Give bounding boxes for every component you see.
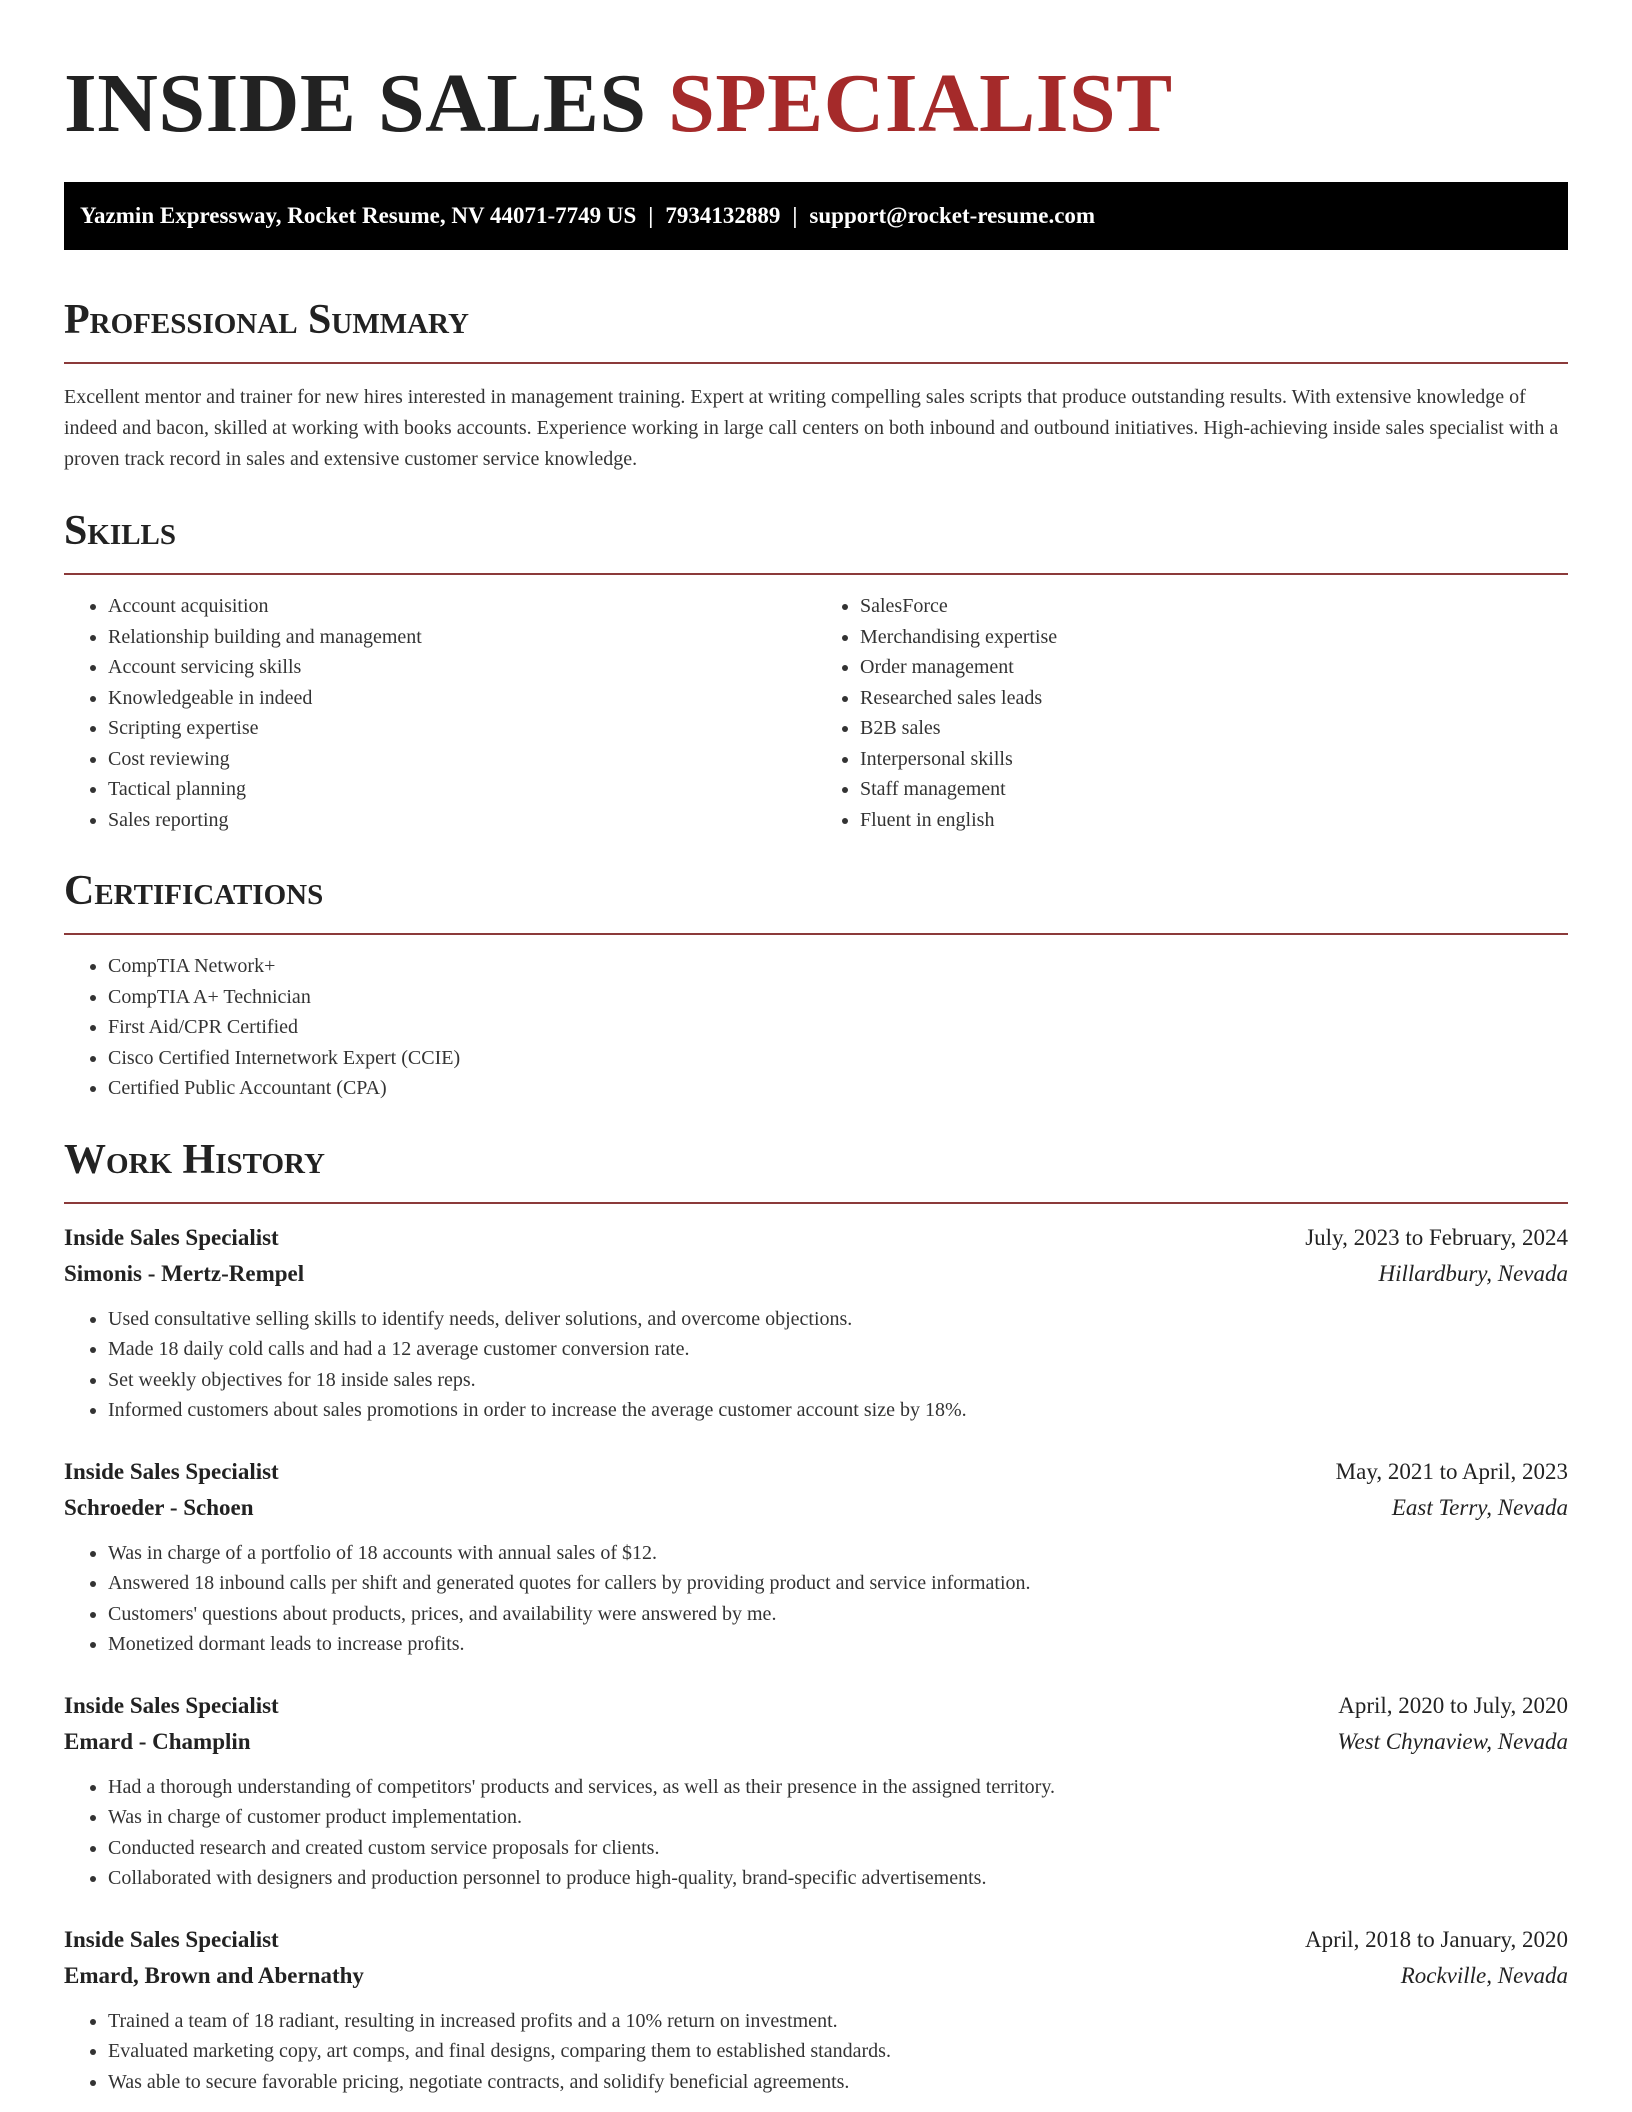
job-bullets	[64, 1538, 1568, 1660]
job-bullet: • Customers' questions about products, prices, and availability were answered by me.	[108, 1599, 1568, 1630]
section-divider	[64, 933, 1568, 935]
job-header-row	[64, 1688, 1568, 1724]
skills-grid	[64, 591, 1568, 835]
certification-item: • CompTIA A+ Technician	[108, 982, 1568, 1013]
job-bullet: • Had a thorough understanding of competitors' products and services, as well as their presence in the assigned territory.	[108, 1772, 1568, 1803]
job-bullet: • Trained a team of 18 radiant, resulting in increased profits and a 10% return on investment.	[108, 2006, 1568, 2037]
summary-section	[64, 294, 1568, 475]
job-bullet: • Informed customers about sales promotions in order to increase the average customer account size by 18%.	[108, 1395, 1568, 1426]
skills-list-left	[64, 591, 816, 835]
skills-heading: Skills	[64, 508, 177, 554]
certifications-list	[64, 951, 1568, 1104]
skill-item: • Staff management	[860, 774, 1568, 805]
job-location: Hillardbury, Nevada	[1378, 1260, 1568, 1286]
job-bullet: • Evaluated marketing copy, art comps, and final designs, comparing them to established standards.	[108, 2036, 1568, 2067]
job-bullet: • Monetized dormant leads to increase profits.	[108, 1629, 1568, 1660]
job-header-row	[64, 1454, 1568, 1490]
job-entry	[64, 1220, 1568, 1426]
job-location: Rockville, Nevada	[1400, 1962, 1568, 1988]
section-divider	[64, 362, 1568, 364]
skill-item: • SalesForce	[860, 591, 1568, 622]
job-dates: July, 2023 to February, 2024	[1305, 1224, 1568, 1250]
contact-bar	[64, 182, 1568, 250]
job-dates: April, 2020 to July, 2020	[1338, 1692, 1568, 1718]
job-company: Simonis - Mertz-Rempel	[64, 1260, 305, 1286]
job-header-row	[64, 1220, 1568, 1256]
job-bullets	[64, 1304, 1568, 1426]
job-bullet: • Set weekly objectives for 18 inside sales reps.	[108, 1365, 1568, 1396]
job-bullet: • Was in charge of customer product implementation.	[108, 1802, 1568, 1833]
section-divider	[64, 573, 1568, 575]
skills-section	[64, 505, 1568, 835]
job-title: Inside Sales Specialist	[64, 1458, 279, 1484]
job-company-row	[64, 1490, 1568, 1526]
certification-item: • Cisco Certified Internetwork Expert (CCIE)	[108, 1043, 1568, 1074]
skill-item: • Account servicing skills	[108, 652, 816, 683]
job-entry	[64, 1688, 1568, 1894]
skill-item: • Scripting expertise	[108, 713, 816, 744]
certifications-section	[64, 865, 1568, 1104]
job-bullet: • Conducted research and created custom service proposals for clients.	[108, 1833, 1568, 1864]
job-bullet: • Collaborated with designers and production personnel to produce high-quality, brand-specific advertisements.	[108, 1863, 1568, 1894]
title-main: INSIDE SALES	[64, 57, 647, 150]
resume-title	[64, 0, 1568, 150]
contact-phone: 7934132889	[665, 203, 781, 228]
job-title: Inside Sales Specialist	[64, 1692, 279, 1718]
summary-heading: Professional Summary	[64, 297, 469, 343]
skill-item: • Tactical planning	[108, 774, 816, 805]
contact-separator: |	[792, 203, 798, 228]
certifications-heading: Certifications	[64, 868, 324, 914]
certification-item: • CompTIA Network+	[108, 951, 1568, 982]
skill-item: • B2B sales	[860, 713, 1568, 744]
job-bullets	[64, 1772, 1568, 1894]
title-accent: SPECIALIST	[668, 57, 1173, 150]
job-company-row	[64, 1724, 1568, 1760]
work-history-section	[64, 1134, 1568, 2098]
job-bullets	[64, 2006, 1568, 2098]
skill-item: • Fluent in english	[860, 805, 1568, 836]
skill-item: • Order management	[860, 652, 1568, 683]
job-title: Inside Sales Specialist	[64, 1224, 279, 1250]
skill-item: • Merchandising expertise	[860, 622, 1568, 653]
job-location: East Terry, Nevada	[1391, 1494, 1568, 1520]
skill-item: • Account acquisition	[108, 591, 816, 622]
work-history-heading: Work History	[64, 1136, 325, 1183]
certification-item: • First Aid/CPR Certified	[108, 1012, 1568, 1043]
skills-list-right	[816, 591, 1568, 835]
contact-address: Yazmin Expressway, Rocket Resume, NV 44071-7749 US	[80, 203, 637, 228]
job-company: Schroeder - Schoen	[64, 1494, 254, 1520]
skill-item: • Sales reporting	[108, 805, 816, 836]
job-bullet: • Made 18 daily cold calls and had a 12 average customer conversion rate.	[108, 1334, 1568, 1365]
skill-item: • Cost reviewing	[108, 744, 816, 775]
certification-item: • Certified Public Accountant (CPA)	[108, 1073, 1568, 1104]
skill-item: • Relationship building and management	[108, 622, 816, 653]
section-divider	[64, 1202, 1568, 1204]
job-company-row	[64, 1256, 1568, 1292]
job-entry	[64, 1454, 1568, 1660]
skill-item: • Researched sales leads	[860, 683, 1568, 714]
job-dates: May, 2021 to April, 2023	[1335, 1458, 1568, 1484]
job-title: Inside Sales Specialist	[64, 1926, 279, 1952]
job-bullet: • Answered 18 inbound calls per shift and generated quotes for callers by providing product and service information.	[108, 1568, 1568, 1599]
contact-email: support@rocket-resume.com	[809, 203, 1096, 228]
job-company-row	[64, 1958, 1568, 1994]
skills-column-right	[816, 591, 1568, 835]
skills-column-left	[64, 591, 816, 835]
skill-item: • Interpersonal skills	[860, 744, 1568, 775]
job-bullet: • Was able to secure favorable pricing, negotiate contracts, and solidify beneficial agreements.	[108, 2067, 1568, 2098]
job-company: Emard - Champlin	[64, 1728, 251, 1754]
job-company: Emard, Brown and Abernathy	[64, 1962, 364, 1988]
job-bullet: • Used consultative selling skills to identify needs, deliver solutions, and overcome objections.	[108, 1304, 1568, 1335]
job-location: West Chynaview, Nevada	[1337, 1728, 1568, 1754]
job-entry	[64, 1922, 1568, 2098]
job-bullet: • Was in charge of a portfolio of 18 accounts with annual sales of $12.	[108, 1538, 1568, 1569]
contact-separator: |	[648, 203, 654, 228]
summary-text: Excellent mentor and trainer for new hires interested in management training. Expert at writing compelling sales scripts that produce outstanding results. With extensive knowledge of indeed and bacon, skilled at working with books accounts. Experience working in large call centers on both inbound and outbound initiatives. High-achieving inside sales specialist with a proven track record in sales and extensive customer service knowledge.	[64, 386, 1559, 470]
skill-item: • Knowledgeable in indeed	[108, 683, 816, 714]
job-header-row	[64, 1922, 1568, 1958]
job-dates: April, 2018 to January, 2020	[1305, 1926, 1568, 1952]
